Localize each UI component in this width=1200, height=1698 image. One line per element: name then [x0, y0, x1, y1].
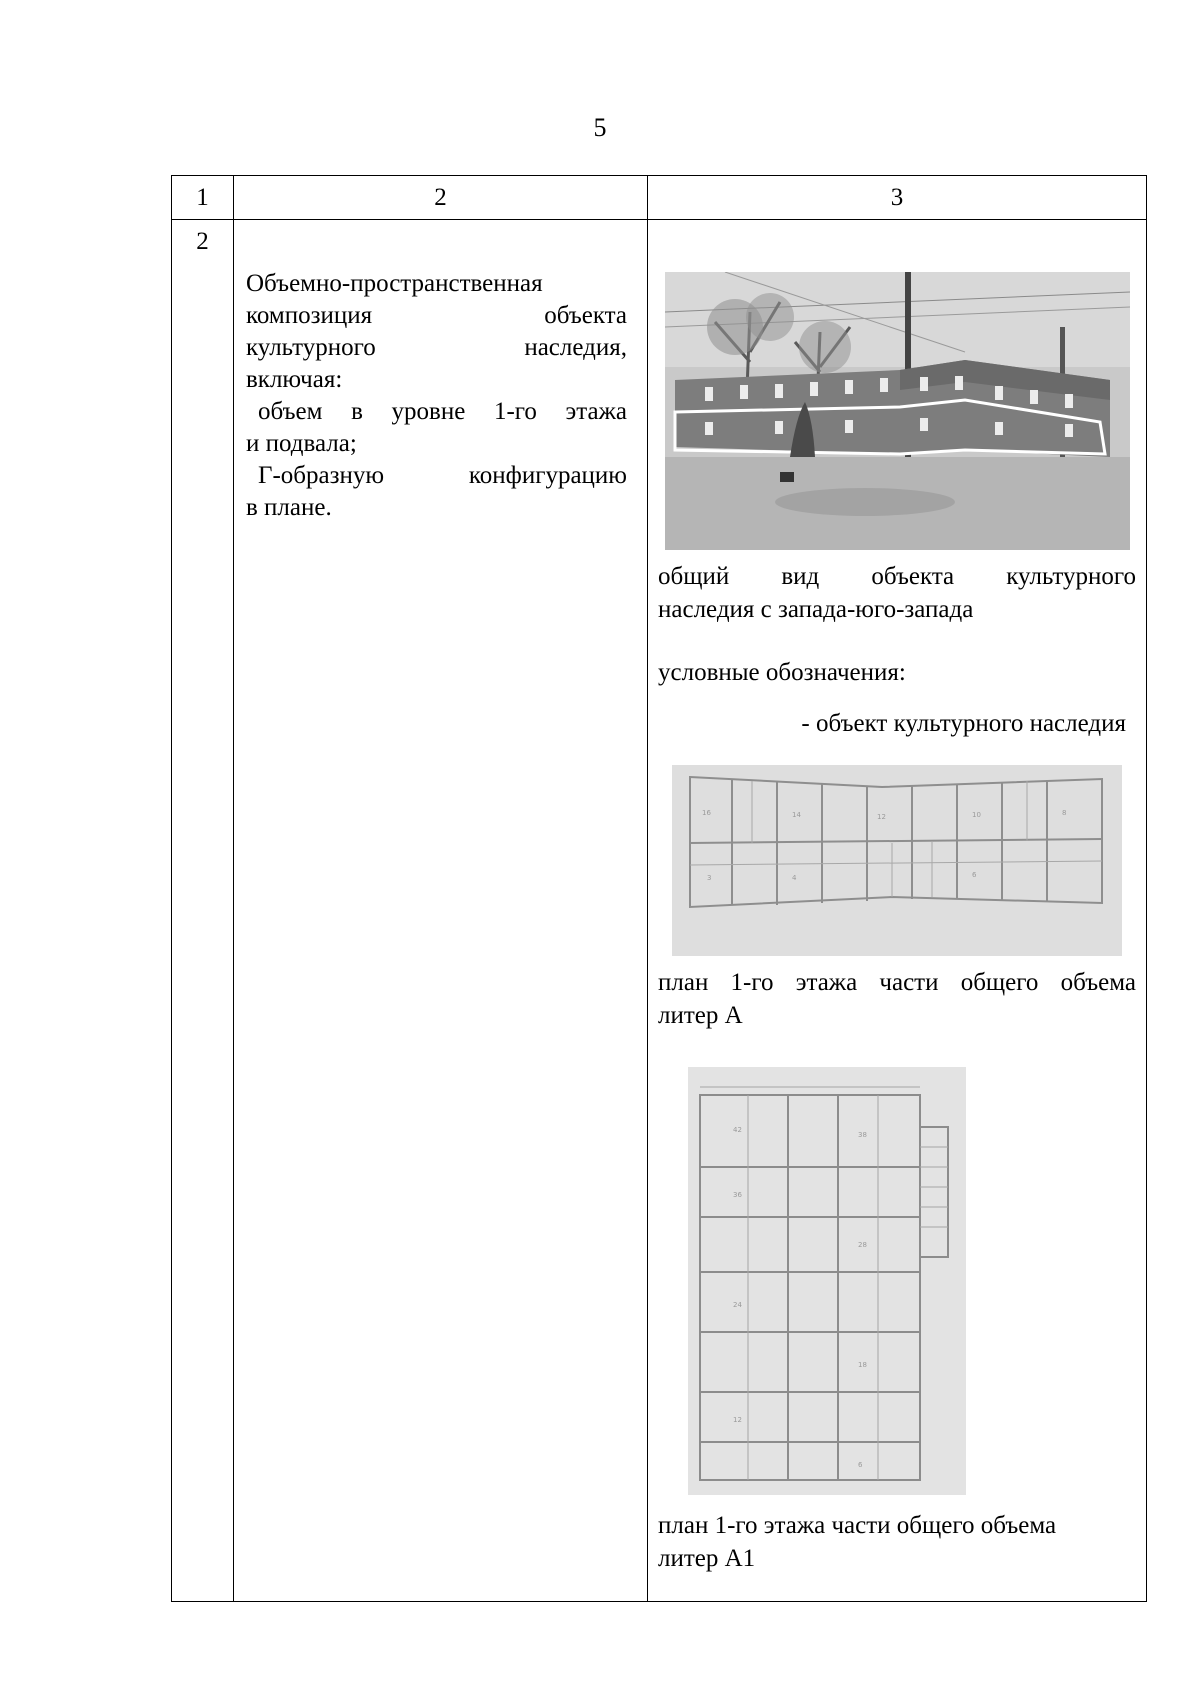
- page-number: 5: [593, 113, 607, 142]
- desc-line: в плане.: [246, 494, 332, 521]
- media-cell: [648, 220, 1147, 1602]
- photo-caption-line: общий вид объекта культурного: [658, 563, 1136, 590]
- plan-a1-caption: [658, 1509, 1136, 1575]
- svg-text:6: 6: [858, 1461, 863, 1469]
- header-cell-2: 2: [234, 176, 648, 220]
- legend-title: условные обозначения:: [658, 659, 906, 686]
- table-header-row: [172, 176, 1147, 220]
- plan-a-caption-line: план 1-го этажа части общего объема: [658, 969, 1136, 996]
- svg-text:28: 28: [858, 1241, 867, 1249]
- header-cell-3: 3: [648, 176, 1147, 220]
- svg-text:6: 6: [972, 871, 977, 879]
- desc-line: включая:: [246, 366, 343, 393]
- svg-text:36: 36: [733, 1191, 742, 1199]
- svg-text:42: 42: [733, 1126, 742, 1134]
- plan-a-caption-line: литер А: [658, 1002, 743, 1029]
- svg-text:3: 3: [707, 874, 712, 882]
- row-number: 2: [172, 220, 234, 1602]
- plan-a1-caption-line: литер А1: [658, 1545, 756, 1572]
- svg-text:8: 8: [1062, 809, 1067, 817]
- desc-line: Г-образную конфигурацию: [258, 462, 627, 489]
- photo-caption: [658, 560, 1136, 626]
- description-cell: [234, 220, 648, 1602]
- floor-plan-a1-icon: [688, 1067, 966, 1495]
- header-cell-1: 1: [172, 176, 234, 220]
- svg-text:24: 24: [733, 1301, 742, 1309]
- svg-text:4: 4: [792, 874, 797, 882]
- legend-item: - объект культурного наследия: [801, 710, 1126, 737]
- svg-text:38: 38: [858, 1131, 867, 1139]
- desc-line: Объемно-пространственная: [246, 270, 543, 297]
- desc-line: и подвала;: [246, 430, 357, 457]
- plan-a1-caption-line: план 1-го этажа части общего объема: [658, 1512, 1057, 1539]
- photo-caption-line: наследия с запада-юго-запада: [658, 596, 974, 623]
- table-row: [172, 220, 1147, 1602]
- floor-plan-a-icon: [672, 765, 1122, 956]
- desc-line: композиция объекта: [246, 302, 627, 329]
- svg-text:14: 14: [792, 811, 801, 819]
- svg-text:12: 12: [733, 1416, 742, 1424]
- heritage-table: [171, 175, 1147, 1602]
- svg-text:18: 18: [858, 1361, 867, 1369]
- building-photo-icon: [665, 272, 1130, 550]
- desc-line: объем в уровне 1-го этажа: [258, 398, 627, 425]
- svg-text:12: 12: [877, 813, 886, 821]
- desc-line: культурного наследия,: [246, 334, 627, 361]
- svg-text:16: 16: [702, 809, 711, 817]
- svg-text:10: 10: [972, 811, 981, 819]
- plan-a-caption: [658, 966, 1136, 1032]
